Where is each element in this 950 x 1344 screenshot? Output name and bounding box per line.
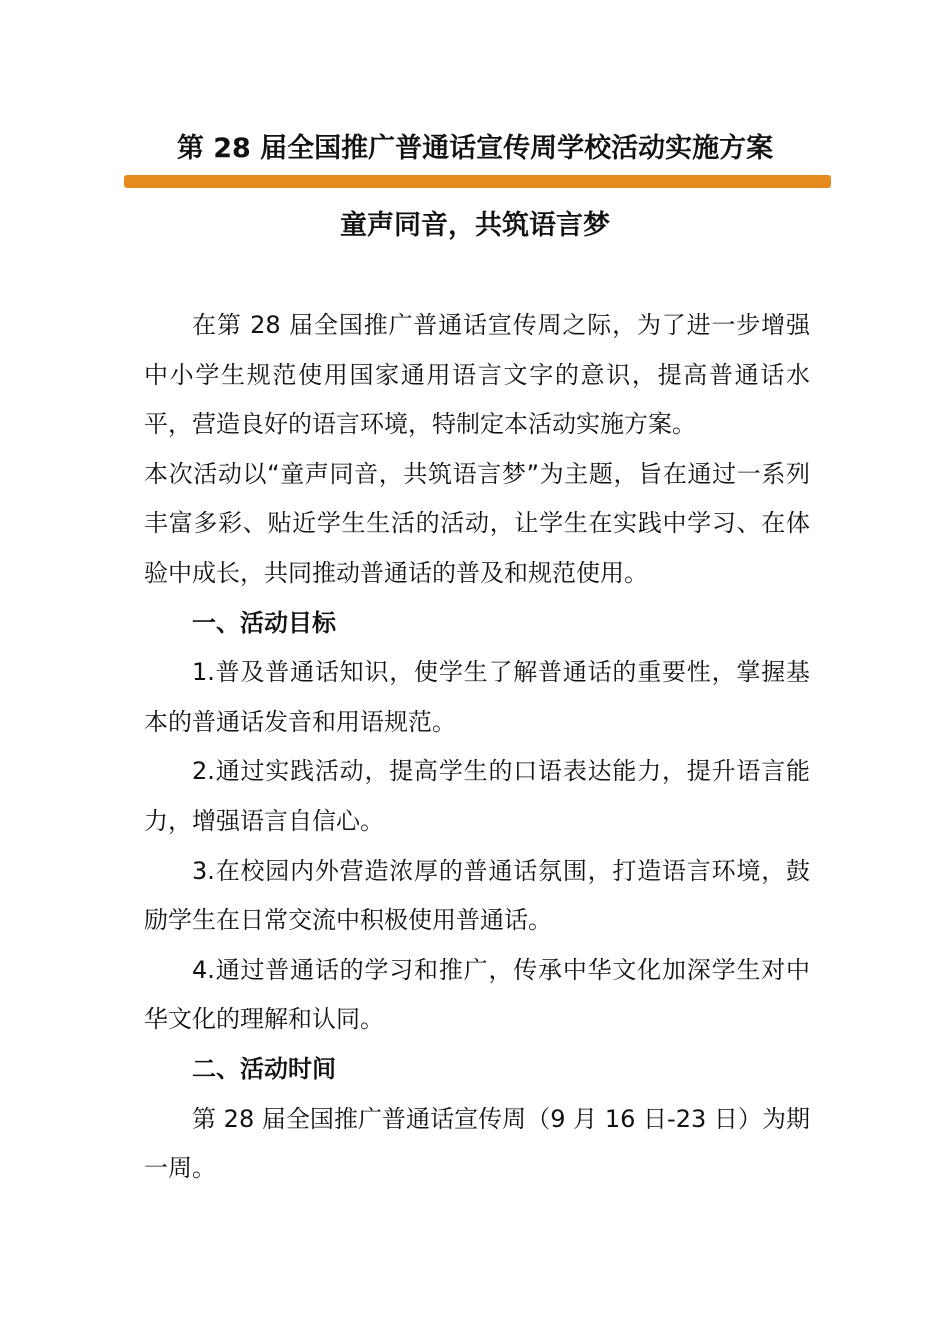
document-subtitle: 童声同音，共筑语言梦 xyxy=(340,210,610,241)
goal-item-2: 2.通过实践活动，提高学生的口语表达能力，提升语言能力，增强语言自信心。 xyxy=(144,757,810,835)
goal-item-3: 3.在校园内外营造浓厚的普通话氛围，打造语言环境，鼓励学生在日常交流中积极使用普通话。 xyxy=(144,856,810,935)
document-body xyxy=(144,301,810,1194)
goal-item-4: 4.通过普通话的学习和推广，传承中华文化加深学生对中华文化的理解和认同。 xyxy=(144,955,810,1034)
theme-paragraph: 本次活动以“童声同音，共筑语言梦”为主题，旨在通过一系列丰富多彩、贴近学生生活的活动，让学生在实践中学习、在体验中成长，共同推动普通话的普及和规范使用。 xyxy=(144,459,810,587)
document-title: 第 28 届全国推广普通话宣传周学校活动实施方案 xyxy=(176,133,774,164)
section-heading-goals: 一、活动目标 xyxy=(192,608,336,637)
goal-item-1: 1.普及普通话知识，使学生了解普通话的重要性，掌握基本的普通话发音和用语规范。 xyxy=(144,658,810,736)
title-divider xyxy=(124,175,831,188)
intro-paragraph: 在第 28 届全国推广普通话宣传周之际，为了进一步增强中小学生规范使用国家通用语言文字的意识，提高普通话水平，营造良好的语言环境，特制定本活动实施方案。 xyxy=(144,311,810,439)
time-paragraph: 第 28 届全国推广普通话宣传周（9 月 16 日-23 日）为期一周。 xyxy=(144,1104,810,1183)
section-heading-time: 二、活动时间 xyxy=(192,1054,336,1083)
